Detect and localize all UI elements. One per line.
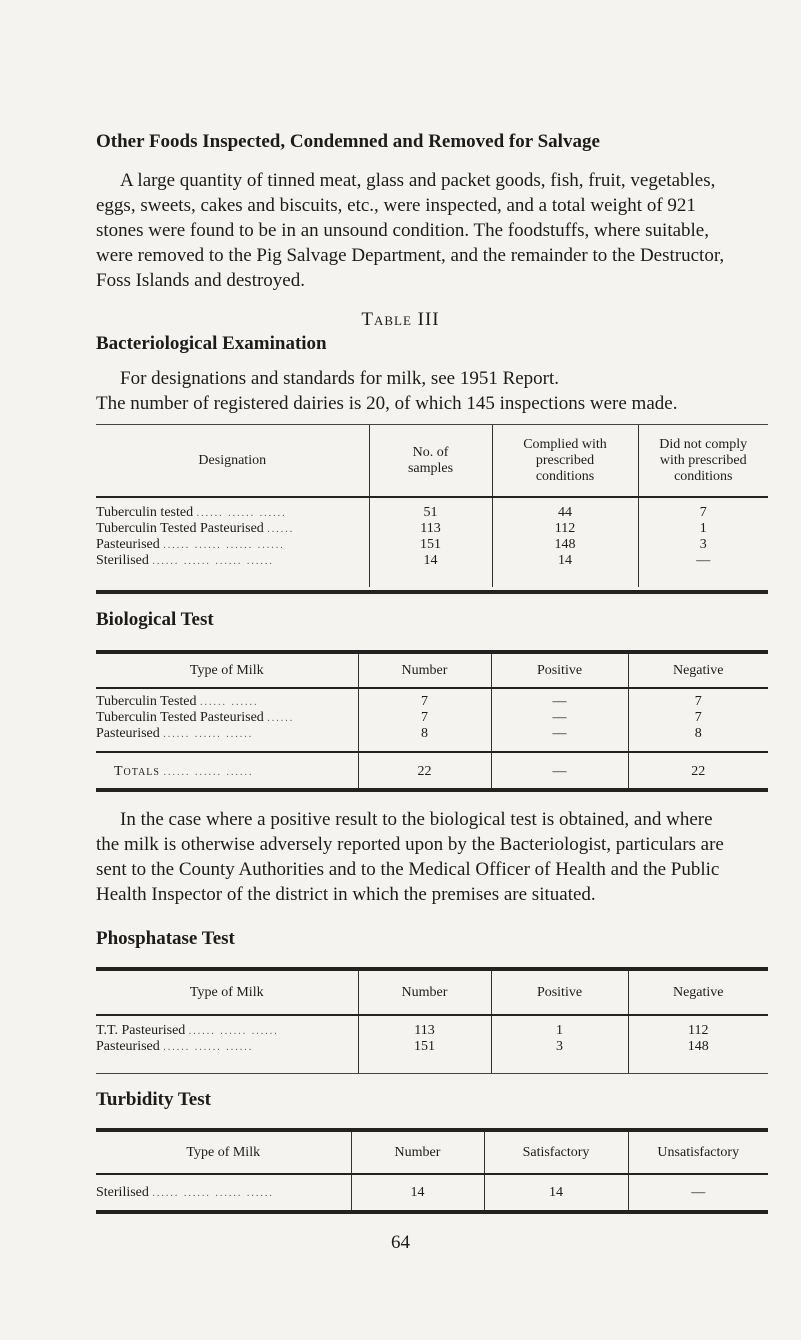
cell-not-comply: 1 — [638, 521, 768, 537]
table-row — [96, 694, 768, 710]
cell-positive: — — [491, 752, 628, 790]
cell-complied: 112 — [492, 521, 638, 537]
paragraph-line: stones were found to be in an unsound condition. The foodstuffs, where suitable, — [96, 220, 709, 241]
table-row — [96, 1174, 768, 1210]
table-row — [96, 505, 768, 521]
biological-test-table — [96, 654, 768, 790]
paragraph-other-foods — [96, 168, 768, 293]
paragraph-line: Health Inspector of the district in which the premises are situated. — [96, 884, 596, 905]
column-header: Type of Milk — [96, 654, 358, 688]
column-header: Complied with prescribed conditions — [492, 425, 638, 497]
heading-phosphatase-test: Phosphatase Test — [96, 928, 235, 949]
paragraph-line: eggs, sweets, cakes and biscuits, etc., were inspected, and a total weight of 921 — [96, 195, 696, 216]
column-header: Number — [358, 654, 491, 688]
table-number-label: Table III — [361, 309, 440, 330]
leader-dots: ...... ...... ...... — [196, 508, 287, 519]
cell-complied: 44 — [492, 505, 638, 521]
paragraph-line: Foss Islands and destroyed. — [96, 270, 305, 291]
row-label: Sterilised — [96, 1184, 149, 1200]
leader-dots: ...... ...... ...... ...... — [152, 556, 274, 567]
cell-complied: 148 — [492, 537, 638, 553]
paragraph-line: sent to the County Authorities and to the Medical Officer of Health and the Public — [96, 859, 720, 880]
cell-not-comply: 7 — [638, 505, 768, 521]
paragraph-bacteriological — [96, 366, 786, 416]
table-bottom-rule — [96, 590, 768, 594]
leader-dots: ...... ...... ...... ...... — [163, 540, 285, 551]
cell-samples: 14 — [369, 553, 492, 569]
column-header: Did not comply with prescribed conditions — [638, 425, 768, 497]
paragraph-line: the milk is otherwise adversely reported upon by the Bacteriologist, particulars are — [96, 834, 724, 855]
column-header: Unsatisfactory — [628, 1132, 768, 1174]
column-header: Designation — [96, 425, 369, 497]
cell-satisfactory: 14 — [484, 1174, 628, 1210]
table-header-row — [96, 1132, 768, 1174]
table-row — [96, 521, 768, 537]
row-label: Tuberculin Tested Pasteurised — [96, 710, 264, 725]
table-row — [96, 537, 768, 553]
heading-other-foods: Other Foods Inspected, Condemned and Removed for Salvage — [96, 131, 600, 152]
leader-dots: ...... ...... ...... — [163, 1042, 254, 1053]
column-header: Positive — [491, 971, 628, 1015]
table-totals-row — [96, 752, 768, 790]
column-header: No. of samples — [369, 425, 492, 497]
totals-label: Totals — [114, 763, 160, 779]
table-bottom-rule — [96, 1073, 768, 1074]
cell-positive: — — [491, 710, 628, 726]
table-row — [96, 726, 768, 742]
table-header-row — [96, 425, 768, 497]
leader-dots: ...... — [267, 713, 295, 724]
heading-bacteriological: Bacteriological Examination — [96, 333, 327, 354]
row-label: T.T. Pasteurised — [96, 1023, 186, 1038]
table-header-row — [96, 971, 768, 1015]
page-number: 64 — [391, 1232, 410, 1253]
column-header: Number — [358, 971, 491, 1015]
cell-samples: 113 — [369, 521, 492, 537]
cell-number: 8 — [358, 726, 491, 742]
cell-positive: 3 — [491, 1039, 628, 1055]
column-header: Type of Milk — [96, 1132, 351, 1174]
cell-samples: 51 — [369, 505, 492, 521]
cell-number: 113 — [358, 1023, 491, 1039]
column-header: Number — [351, 1132, 484, 1174]
table-header-row — [96, 654, 768, 688]
leader-dots: ...... ...... — [200, 697, 259, 708]
row-label: Sterilised — [96, 553, 149, 568]
phosphatase-test-table — [96, 971, 768, 1073]
column-header: Negative — [628, 654, 768, 688]
cell-negative: 7 — [628, 710, 768, 726]
cell-unsatisfactory: — — [628, 1174, 768, 1210]
cell-number: 14 — [351, 1174, 484, 1210]
leader-dots: ...... — [267, 524, 295, 535]
row-label: Tuberculin tested — [96, 505, 194, 520]
table-bottom-rule — [96, 788, 768, 792]
bacteriological-table — [96, 425, 768, 587]
table-row — [96, 710, 768, 726]
paragraph-line: A large quantity of tinned meat, glass and packet goods, fish, fruit, vegetables, — [120, 170, 716, 191]
heading-turbidity-test: Turbidity Test — [96, 1089, 211, 1110]
row-label: Tuberculin Tested Pasteurised — [96, 521, 264, 536]
leader-dots: ...... ...... ...... ...... — [152, 1187, 274, 1199]
paragraph-line: The number of registered dairies is 20, of which 145 inspections were made. — [96, 393, 678, 414]
cell-not-comply: 3 — [638, 537, 768, 553]
leader-dots: ...... ...... ...... — [163, 766, 254, 778]
cell-positive: 1 — [491, 1023, 628, 1039]
table-row — [96, 1023, 768, 1039]
turbidity-test-table — [96, 1132, 768, 1210]
cell-samples: 151 — [369, 537, 492, 553]
row-label: Pasteurised — [96, 1039, 160, 1054]
table-row — [96, 553, 768, 569]
cell-negative: 7 — [628, 694, 768, 710]
cell-not-comply: — — [638, 553, 768, 569]
column-header: Satisfactory — [484, 1132, 628, 1174]
cell-negative: 112 — [628, 1023, 768, 1039]
cell-positive: — — [491, 694, 628, 710]
cell-negative: 148 — [628, 1039, 768, 1055]
cell-number: 7 — [358, 694, 491, 710]
leader-dots: ...... ...... ...... — [163, 729, 254, 740]
leader-dots: ...... ...... ...... — [188, 1026, 279, 1037]
paragraph-line: In the case where a positive result to the biological test is obtained, and where — [120, 809, 713, 830]
cell-number: 22 — [358, 752, 491, 790]
cell-negative: 22 — [628, 752, 768, 790]
paragraph-positive-result — [96, 807, 768, 907]
column-header: Type of Milk — [96, 971, 358, 1015]
column-header: Positive — [491, 654, 628, 688]
cell-positive: — — [491, 726, 628, 742]
table-bottom-rule — [96, 1210, 768, 1214]
cell-negative: 8 — [628, 726, 768, 742]
cell-complied: 14 — [492, 553, 638, 569]
cell-number: 151 — [358, 1039, 491, 1055]
column-header: Negative — [628, 971, 768, 1015]
paragraph-line: were removed to the Pig Salvage Department, and the remainder to the Destructor, — [96, 245, 725, 266]
row-label: Pasteurised — [96, 537, 160, 552]
table-row — [96, 1039, 768, 1055]
cell-number: 7 — [358, 710, 491, 726]
paragraph-line: For designations and standards for milk, see 1951 Report. — [120, 368, 560, 389]
heading-biological-test: Biological Test — [96, 609, 214, 630]
row-label: Pasteurised — [96, 726, 160, 741]
row-label: Tuberculin Tested — [96, 694, 197, 709]
